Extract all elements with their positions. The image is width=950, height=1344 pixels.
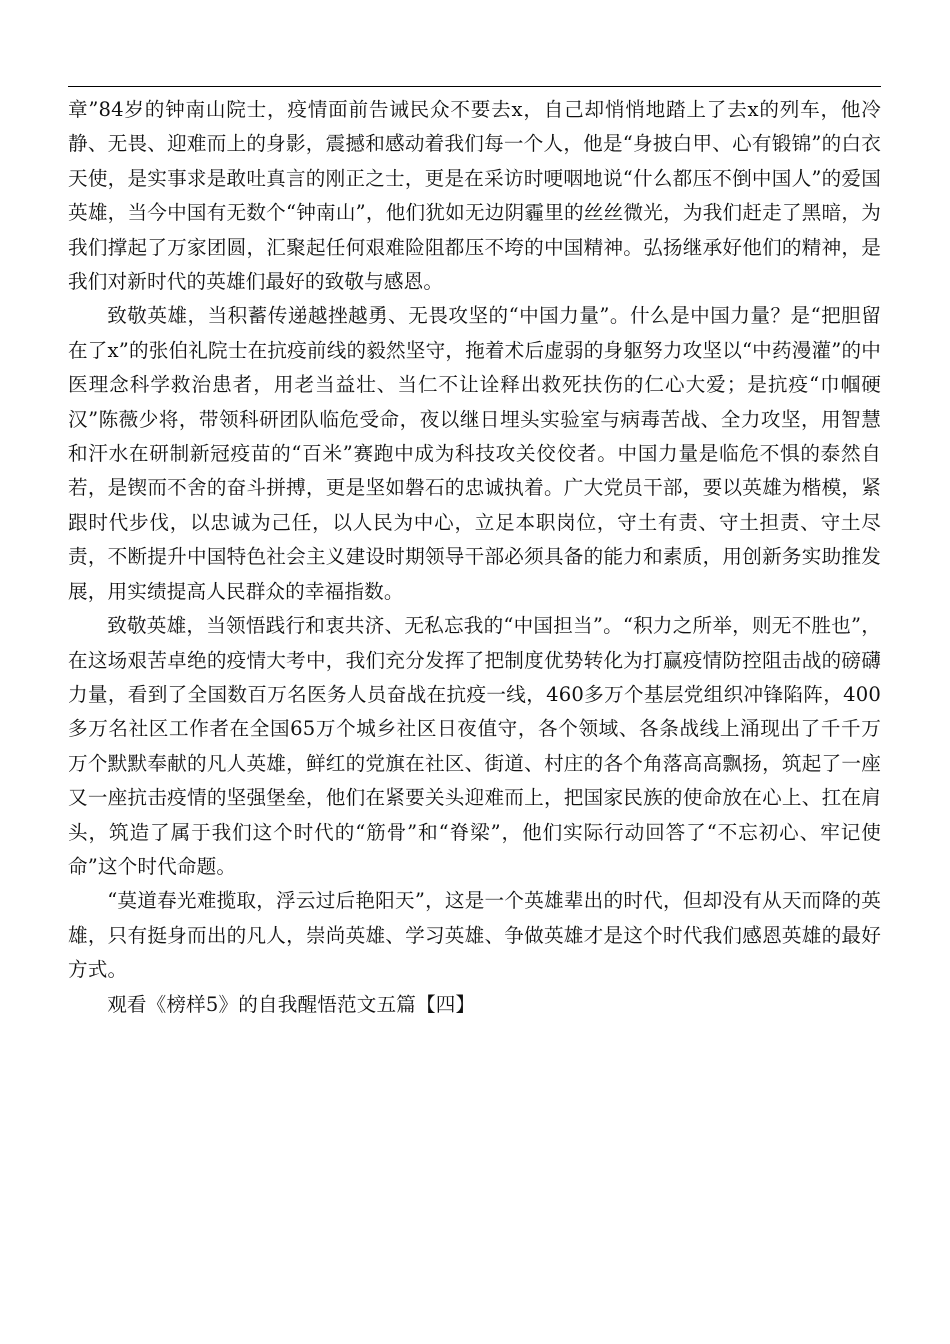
header-rule: [68, 86, 881, 87]
paragraph-china-strength: 致敬英雄，当积蓄传递越挫越勇、无畏攻坚的“中国力量”。什么是中国力量？是“把胆留在了x”的张伯礼院士在抗疫前线的毅然坚守，拖着术后虚弱的身躯努力攻坚以“中药漫灌”的中医理念科学救治患者，用老当益壮、当仁不让诠释出救死扶伤的仁心大爱；是抗疫“巾帼硬汉”陈薇少将，带领科研团队临危受命，夜以继日埋头实验室与病毒苦战、全力攻坚，用智慧和汗水在研制新冠疫苗的“百米”赛跑中成为科技攻关佼佼者。中国力量是临危不惧的泰然自若，是锲而不舍的奋斗拼搏，更是坚如磐石的忠诚执着。广大党员干部，要以英雄为楷模，紧跟时代步伐，以忠诚为己任，以人民为中心，立足本职岗位，守土有责、守土担责、守土尽责，不断提升中国特色社会主义建设时期领导干部必须具备的能力和素质，用创新务实助推发展，用实绩提高人民群众的幸福指数。: [68, 304, 881, 603]
document-body: [68, 93, 881, 1022]
section-heading: 观看《榜样5》的自我醒悟范文五篇【四】: [107, 992, 476, 1016]
paragraph-china-responsibility: 致敬英雄，当领悟践行和衷共济、无私忘我的“中国担当”。“积力之所举，则无不胜也”，在这场艰苦卓绝的疫情大考中，我们充分发挥了把制度优势转化为打赢疫情防控阻击战的磅礴力量，看到了全国数百万名医务人员奋战在抗疫一线，460多万个基层党组织冲锋陷阵，400多万名社区工作者在全国65万个城乡社区日夜值守，各个领域、各条战线上涌现出了千千万万个默默奉献的凡人英雄，鲜红的党旗在社区、街道、村庄的各个角落高高飘扬，筑起了一座又一座抗击疫情的坚强堡垒，他们在紧要关头迎难而上，把国家民族的使命放在心上、扛在肩头，筑造了属于我们这个时代的“筋骨”和“脊梁”，他们实际行动回答了“不忘初心、牢记使命”这个时代命题。: [68, 614, 881, 878]
paragraph-era-of-heroes: “莫道春光难揽取，浮云过后艳阳天”，这是一个英雄辈出的时代，但却没有从天而降的英雄，只有挺身而出的凡人，崇尚英雄、学习英雄、争做英雄才是这个时代我们感恩英雄的最好方式。: [68, 889, 881, 982]
paragraph-continuation: 章”84岁的钟南山院士，疫情面前告诫民众不要去x，自己却悄悄地踏上了去x的列车，他冷静、无畏、迎难而上的身影，震撼和感动着我们每一个人，他是“身披白甲、心有锻锦”的白衣天使，是实事求是敢吐真言的刚正之士，更是在采访时哽咽地说“什么都压不倒中国人”的爱国英雄，当今中国有无数个“钟南山”，他们犹如无边阴霾里的丝丝微光，为我们赶走了黑暗，为我们撑起了万家团圆，汇聚起任何艰难险阻都压不垮的中国精神。弘扬继承好他们的精神，是我们对新时代的英雄们最好的致敬与感恩。: [68, 98, 881, 294]
